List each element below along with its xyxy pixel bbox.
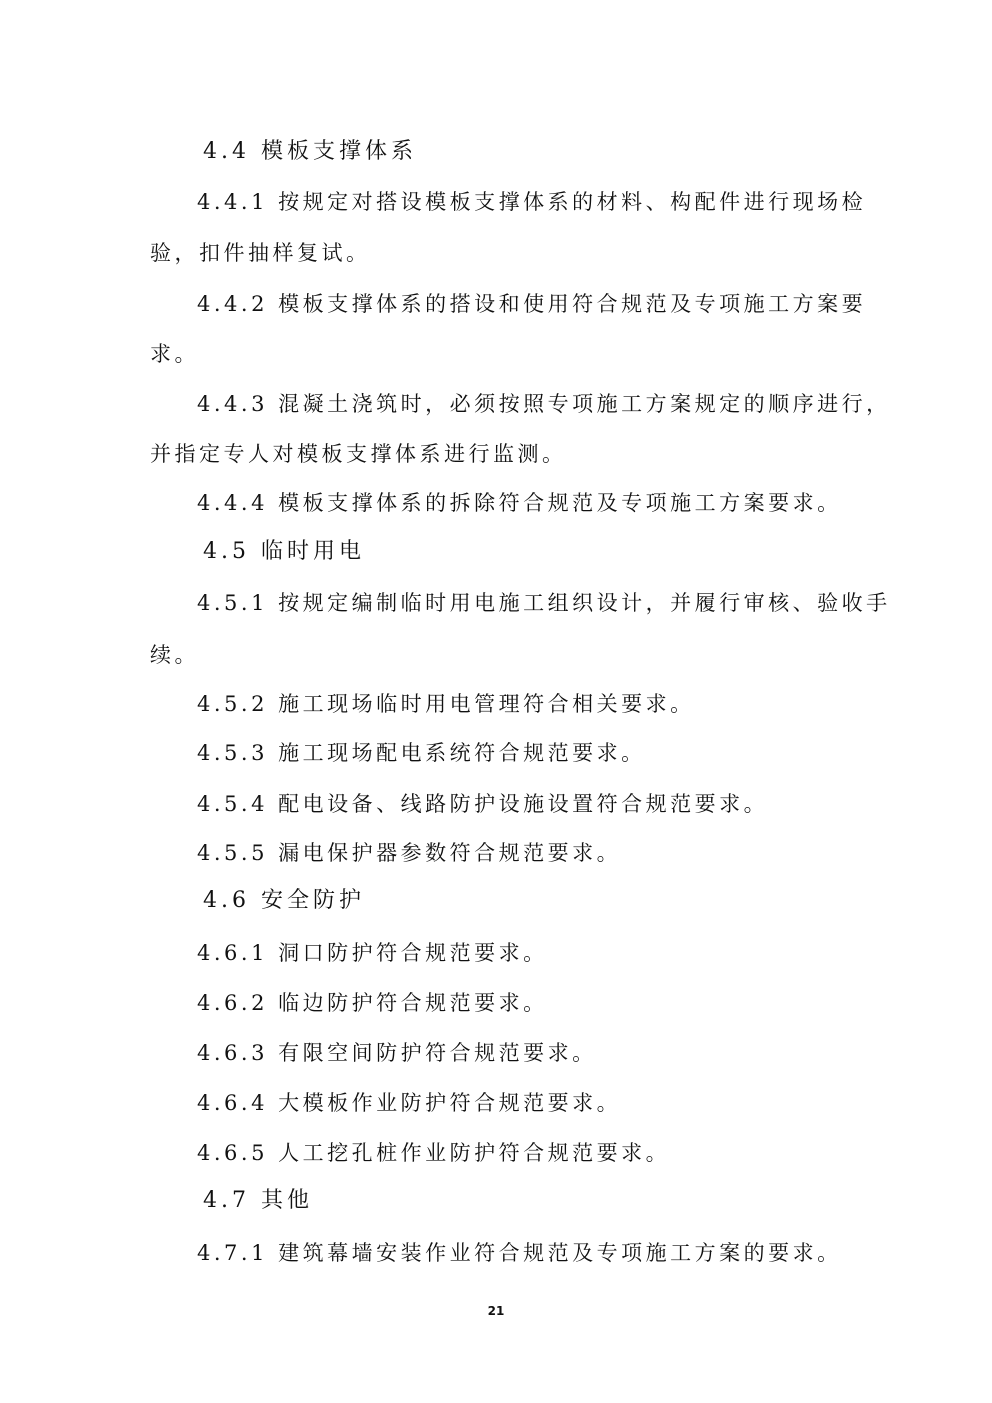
clause-4-4-4: 4.4.4 模板支撑体系的拆除符合规范及专项施工方案要求。 <box>197 491 842 515</box>
clause-4-6-2: 4.6.2 临边防护符合规范要求。 <box>197 991 548 1015</box>
clause-4-4-1-line-2: 验，扣件抽样复试。 <box>150 241 371 265</box>
clause-4-5-1-line-2: 续。 <box>150 643 199 667</box>
section-heading-4-5: 4.5 临时用电 <box>203 539 365 564</box>
clause-4-6-4: 4.6.4 大模板作业防护符合规范要求。 <box>197 1091 622 1115</box>
clause-4-4-2-line-1: 4.4.2 模板支撑体系的搭设和使用符合规范及专项施工方案要 <box>197 292 867 316</box>
clause-4-4-3-line-2: 并指定专人对模板支撑体系进行监测。 <box>150 442 567 466</box>
page-number: 21 <box>487 1304 505 1318</box>
section-heading-4-4: 4.4 模板支撑体系 <box>203 139 417 164</box>
clause-4-5-5: 4.5.5 漏电保护器参数符合规范要求。 <box>197 841 622 865</box>
clause-4-6-5: 4.6.5 人工挖孔桩作业防护符合规范要求。 <box>197 1141 671 1165</box>
clause-4-4-1-line-1: 4.4.1 按规定对搭设模板支撑体系的材料、构配件进行现场检 <box>197 190 867 214</box>
section-heading-4-7: 4.7 其他 <box>203 1188 313 1213</box>
clause-4-4-3-line-1: 4.4.3 混凝土浇筑时，必须按照专项施工方案规定的顺序进行， <box>197 392 891 416</box>
clause-4-7-1: 4.7.1 建筑幕墙安装作业符合规范及专项施工方案的要求。 <box>197 1241 842 1265</box>
clause-4-5-2: 4.5.2 施工现场临时用电管理符合相关要求。 <box>197 692 695 716</box>
clause-4-5-1-line-1: 4.5.1 按规定编制临时用电施工组织设计，并履行审核、验收手 <box>197 591 891 615</box>
section-heading-4-6: 4.6 安全防护 <box>203 888 365 913</box>
clause-4-6-1: 4.6.1 洞口防护符合规范要求。 <box>197 941 548 965</box>
clause-4-6-3: 4.6.3 有限空间防护符合规范要求。 <box>197 1041 597 1065</box>
clause-4-5-4: 4.5.4 配电设备、线路防护设施设置符合规范要求。 <box>197 792 769 816</box>
clause-4-4-2-line-2: 求。 <box>150 342 199 366</box>
clause-4-5-3: 4.5.3 施工现场配电系统符合规范要求。 <box>197 741 646 765</box>
